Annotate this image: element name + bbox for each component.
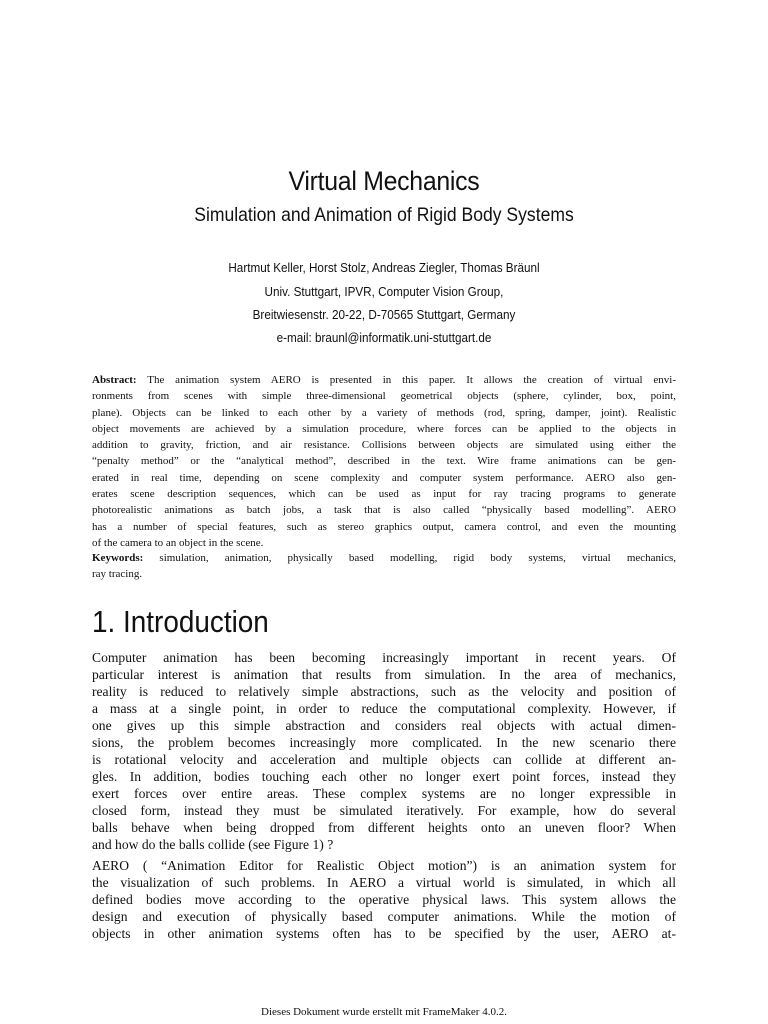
body-line: reality is reduced to relatively simple abstractions, such as the velocity and position of: [92, 684, 676, 699]
body-paragraph: [92, 857, 676, 942]
author-address: Breitwiesenstr. 20-22, D-70565 Stuttgart, Germany: [252, 307, 516, 322]
body-line: the visualization of such problems. In AERO a virtual world is simulated, in which all: [92, 875, 676, 890]
abstract-line: “penalty method” or the “analytical method”, described in the text. Wire frame animations can be gen-: [92, 455, 676, 468]
abstract-line: erates scene description sequences, which can be used as input for ray tracing programs to generate: [92, 488, 676, 501]
abstract-line: plane). Objects can be linked to each other by a variety of methods (rod, spring, damper, joint). Realistic: [92, 406, 676, 419]
abstract-label: Abstract:: [92, 374, 137, 386]
body-line: Computer animation has been becoming increasingly important in recent years. Of: [92, 650, 676, 665]
abstract-line: has a number of special features, such as stereo graphics output, camera control, and even the mounting: [92, 520, 676, 533]
page-subtitle: Simulation and Animation of Rigid Body Systems: [194, 204, 574, 226]
body-line: gles. In addition, bodies touching each other no longer exert point forces, instead they: [92, 769, 676, 784]
body-line: objects in other animation systems often has to be specified by the user, AERO at-: [92, 926, 676, 941]
abstract-line: The animation system AERO is presented in this paper. It allows the creation of virtual envi-: [147, 374, 676, 386]
keywords-label: Keywords:: [92, 552, 144, 564]
abstract-line: of the camera to an object in the scene.: [92, 536, 264, 549]
abstract-line: erated in real time, depending on scene complexity and computer system performance. AERO also gen-: [92, 471, 676, 484]
body-line: closed form, instead they must be simulated iteratively. For example, how do several: [92, 803, 676, 818]
keywords-block: [92, 550, 676, 583]
body-line: a mass at a single point, in order to reduce the computational complexity. However, if: [92, 701, 676, 716]
body-line: balls behave when being dropped from different heights onto an uneven floor? When: [92, 820, 676, 835]
body-line: particular interest is animation that results from simulation. In the area of mechanics,: [92, 667, 676, 682]
body-line: exert forces over entire areas. These complex systems are no longer expressible in: [92, 786, 676, 801]
abstract-line: addition to gravity, friction, and air resistance. Collisions between objects are simulated using either the: [92, 439, 676, 452]
author-affiliation: Univ. Stuttgart, IPVR, Computer Vision Group,: [264, 284, 504, 299]
abstract-line: object movements are achieved by a simulation procedure, where forces can be applied to the objects in: [92, 422, 676, 435]
section-body: [92, 649, 676, 946]
keywords-line: simulation, animation, physically based modelling, rigid body systems, virtual mechanics,: [159, 552, 676, 564]
body-line: sions, the problem becomes increasingly more complicated. In the new scenario there: [92, 735, 676, 750]
author-names: Hartmut Keller, Horst Stolz, Andreas Ziegler, Thomas Bräunl: [228, 260, 540, 275]
body-line: defined bodies move according to the operative physical laws. This system allows the: [92, 892, 676, 907]
body-line: AERO ( “Animation Editor for Realistic Object motion”) is an animation system for: [92, 858, 676, 873]
author-email: e-mail: braunl@informatik.uni-stuttgart.de: [276, 330, 492, 345]
page-title: Virtual Mechanics: [288, 166, 480, 196]
body-line: design and execution of physically based computer animations. While the motion of: [92, 909, 676, 924]
page-footer: Dieses Dokument wurde erstellt mit FrameMaker 4.0.2.: [261, 1006, 507, 1018]
abstract-line: ronments from scenes with simple three-dimensional geometrical objects (sphere, cylinder, box, point,: [92, 390, 676, 403]
section-heading: 1. Introduction: [92, 604, 269, 639]
body-line: one gives up this simple abstraction and considers real objects with actual dimen-: [92, 718, 676, 733]
body-paragraph: [92, 649, 676, 853]
body-line: and how do the balls collide (see Figure 1) ?: [92, 837, 334, 852]
abstract-block: [92, 372, 676, 551]
keywords-line: ray tracing.: [92, 568, 143, 581]
abstract-line: photorealistic animations as batch jobs, a task that is also called “physically based modelling”. AERO: [92, 504, 676, 517]
body-line: is rotational velocity and acceleration and multiple objects can collide at different an-: [92, 752, 676, 767]
